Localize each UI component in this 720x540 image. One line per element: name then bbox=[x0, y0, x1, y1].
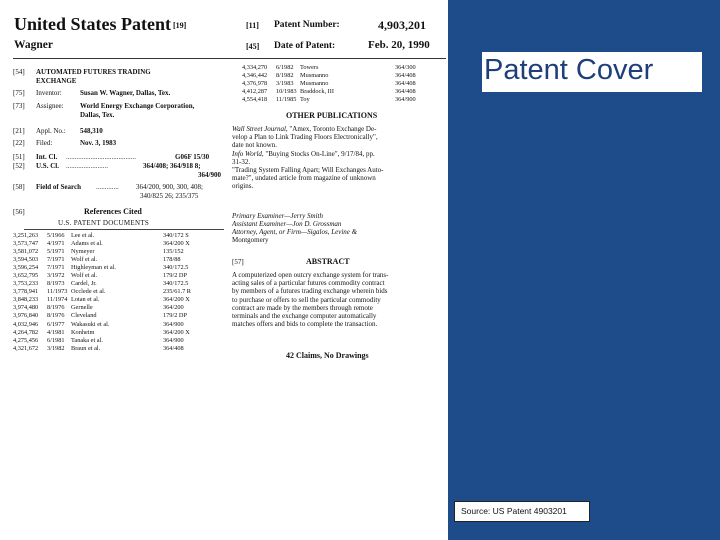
reference-date: 11/1973 bbox=[47, 288, 68, 296]
intcl-label: Int. Cl. bbox=[36, 153, 58, 161]
reference-number: 3,848,233 bbox=[13, 296, 39, 304]
patent-reference-row bbox=[13, 272, 191, 280]
reference-name: Nymeyer bbox=[71, 248, 95, 256]
reference-name: Toy bbox=[300, 96, 310, 104]
reference-date: 11/1974 bbox=[47, 296, 68, 304]
search-leader: ............. bbox=[96, 183, 119, 191]
reference-date: 4/1971 bbox=[47, 240, 65, 248]
patent-reference-row bbox=[13, 321, 191, 329]
abstract-text bbox=[232, 271, 388, 328]
reference-date: 10/1983 bbox=[276, 88, 297, 96]
reference-name: Wolf et al. bbox=[71, 256, 98, 264]
assignee-code: [73] bbox=[13, 102, 25, 110]
reference-name: Musmanno bbox=[300, 72, 329, 80]
reference-number: 4,376,978 bbox=[242, 80, 268, 88]
reference-name: Towers bbox=[300, 64, 319, 71]
abstract-line: A computerized open outcry exchange system for trans- bbox=[232, 271, 389, 279]
publication-line: mate?", undated article from magazine of unknown bbox=[232, 174, 376, 183]
patent-reference-row bbox=[13, 337, 191, 345]
us-patent-documents-table bbox=[13, 232, 191, 353]
reference-number: 3,573,747 bbox=[13, 240, 39, 248]
abstract-line: contract are made by the members through remote bbox=[232, 303, 373, 312]
reference-date: 3/1983 bbox=[276, 80, 294, 88]
patent-reference-row bbox=[13, 312, 191, 320]
reference-name: Highleyman et al. bbox=[71, 264, 116, 272]
patent-number-value: 4,903,201 bbox=[378, 18, 426, 32]
reference-name: Tanaka et al. bbox=[71, 336, 103, 344]
other-publications-text bbox=[232, 125, 384, 191]
patent-reference-row bbox=[242, 88, 416, 96]
header-divider bbox=[13, 58, 446, 59]
search-label: Field of Search bbox=[36, 183, 81, 191]
refs-label: References Cited bbox=[84, 207, 142, 216]
reference-number: 4,412,287 bbox=[242, 88, 268, 96]
abstract-label: ABSTRACT bbox=[306, 257, 350, 266]
reference-name: Cleveland bbox=[71, 312, 97, 320]
reference-number: 4,334,270 bbox=[242, 64, 268, 71]
us-docs-rule bbox=[24, 229, 224, 230]
refs-code: [56] bbox=[13, 208, 25, 216]
abstract-line: by members of a futures trading exchange wherein bids bbox=[232, 287, 388, 296]
search-code: [58] bbox=[13, 183, 25, 191]
patent-reference-row bbox=[13, 264, 191, 272]
filed-label: Filed: bbox=[36, 139, 53, 147]
slide-title: Patent Cover bbox=[482, 52, 702, 92]
search-line2: 340/825 26; 235/375 bbox=[140, 192, 199, 200]
reference-class: 364/200 X bbox=[163, 328, 190, 336]
patent-reference-row bbox=[242, 80, 416, 88]
patent-date-label: Date of Patent: bbox=[274, 41, 336, 51]
reference-date: 6/1981 bbox=[47, 336, 65, 344]
filed-code: [22] bbox=[13, 139, 25, 147]
us-docs-label: U.S. PATENT DOCUMENTS bbox=[58, 219, 150, 227]
reference-number: 3,974,480 bbox=[13, 304, 39, 312]
reference-number: 3,778,941 bbox=[13, 288, 39, 296]
uscl-leader: ........................ bbox=[66, 162, 108, 170]
reference-date: 3/1972 bbox=[47, 272, 65, 280]
reference-class: 178/88 bbox=[163, 256, 181, 264]
reference-number: 4,321,672 bbox=[13, 344, 39, 352]
attorney-line2: Montgomery bbox=[232, 236, 269, 244]
reference-date: 11/1985 bbox=[276, 96, 297, 104]
reference-class: 364/200 X bbox=[163, 240, 190, 248]
intcl-value: G06F 15/30 bbox=[175, 153, 210, 161]
reference-name: Adams et al. bbox=[71, 240, 103, 248]
reference-number: 3,594,503 bbox=[13, 256, 39, 264]
intcl-code: [51] bbox=[13, 153, 25, 161]
reference-number: 4,264,782 bbox=[13, 328, 39, 336]
reference-name: Konheim bbox=[71, 328, 95, 336]
reference-class: 340/172.5 bbox=[163, 264, 189, 272]
patent-number-label: Patent Number: bbox=[274, 20, 340, 30]
reference-class: 364/900 bbox=[163, 320, 184, 328]
abstract-line: matches offers and bids to complete the transaction. bbox=[232, 320, 378, 329]
publication-line: "Trading System Falling Apart; Will Exchanges Auto- bbox=[232, 166, 384, 175]
appl-value: 548,310 bbox=[80, 127, 103, 135]
patent-reference-row bbox=[13, 248, 191, 256]
reference-number: 4,346,442 bbox=[242, 72, 268, 80]
inventor-value: Susan W. Wagner, Dallas, Tex. bbox=[80, 89, 171, 97]
reference-date: 6/1977 bbox=[47, 320, 65, 328]
abstract-code: [57] bbox=[232, 258, 244, 266]
title-code: [54] bbox=[13, 68, 25, 76]
intcl-leader: ........................................ bbox=[66, 153, 136, 161]
abstract-line: terminals and the exchange computer automatically bbox=[232, 312, 377, 321]
uscl-line1: 364/408; 364/918 8; bbox=[143, 162, 201, 170]
reference-name: Gernelle bbox=[71, 304, 93, 312]
reference-name: Lotan et al. bbox=[71, 296, 100, 304]
reference-number: 3,652,795 bbox=[13, 272, 39, 280]
assignee-line1: World Energy Exchange Corporation, bbox=[80, 102, 195, 110]
reference-class: 364/200 bbox=[163, 304, 184, 312]
patent-date-value: Feb. 20, 1990 bbox=[368, 39, 430, 51]
reference-number: 3,976,840 bbox=[13, 312, 39, 320]
patent-header-title: United States Patent bbox=[14, 14, 171, 34]
patent-reference-row bbox=[13, 240, 191, 248]
uscl-line2: 364/900 bbox=[198, 171, 221, 179]
reference-number: 3,753,233 bbox=[13, 280, 39, 288]
source-caption: Source: US Patent 4903201 bbox=[454, 501, 590, 522]
publication-line: origins. bbox=[232, 182, 254, 191]
reference-class: 235/61.7 R bbox=[163, 288, 191, 296]
search-line1: 364/200, 900, 300, 408; bbox=[136, 183, 203, 191]
reference-class: 364/408 bbox=[163, 344, 184, 352]
reference-number: 4,275,456 bbox=[13, 336, 39, 344]
reference-class: 340/172 S bbox=[163, 232, 189, 239]
reference-number: 3,596,254 bbox=[13, 264, 39, 272]
patent-inventor-surname: Wagner bbox=[14, 39, 53, 51]
assistant-examiner: Assistant Examiner—Jon D. Grossman bbox=[232, 220, 342, 228]
reference-name: Occlede et al. bbox=[71, 288, 106, 296]
reference-name: Braun et al. bbox=[71, 344, 101, 352]
abstract-line: to purchase or offers to sell the particular commodity bbox=[232, 295, 381, 304]
reference-class: 364/200 X bbox=[163, 296, 190, 304]
reference-class: 179/2 DP bbox=[163, 272, 187, 280]
assignee-line2: Dallas, Tex. bbox=[80, 111, 115, 119]
reference-date: 3/1982 bbox=[47, 344, 65, 352]
reference-number: 4,032,946 bbox=[13, 320, 39, 328]
patent-reference-row bbox=[13, 329, 191, 337]
publication-line: Info World, "Buying Stocks On-Line", 9/17/84, pp. bbox=[232, 149, 375, 158]
reference-date: 8/1976 bbox=[47, 304, 65, 312]
patent-reference-row bbox=[13, 256, 191, 264]
reference-class: 364/408 bbox=[395, 80, 416, 88]
reference-date: 7/1971 bbox=[47, 264, 65, 272]
other-publications-label: OTHER PUBLICATIONS bbox=[286, 111, 378, 120]
reference-date: 7/1971 bbox=[47, 256, 65, 264]
patent-reference-row bbox=[13, 296, 191, 304]
reference-class: 364/408 bbox=[395, 88, 416, 96]
uscl-label: U.S. Cl. bbox=[36, 162, 59, 170]
patent-title-code: [19] bbox=[173, 21, 187, 30]
patent-reference-row bbox=[13, 304, 191, 312]
uscl-code: [52] bbox=[13, 162, 25, 170]
patent-number-code: [11] bbox=[246, 21, 259, 30]
invention-title-line1: AUTOMATED FUTURES TRADING bbox=[36, 68, 151, 76]
invention-title-line2: EXCHANGE bbox=[36, 77, 77, 85]
publication-line: velop a Plan to Link Trading Floors Electronically", bbox=[232, 133, 378, 142]
reference-date: 8/1973 bbox=[47, 280, 65, 288]
appl-code: [21] bbox=[13, 127, 25, 135]
reference-number: 3,251,263 bbox=[13, 232, 39, 239]
patent-reference-row bbox=[13, 288, 191, 296]
patent-reference-row bbox=[13, 232, 191, 240]
reference-date: 5/1966 bbox=[47, 232, 65, 239]
reference-class: 364/408 bbox=[395, 72, 416, 80]
reference-date: 8/1982 bbox=[276, 72, 294, 80]
appl-label: Appl. No.: bbox=[36, 127, 66, 135]
reference-name: Cardel, Jr. bbox=[71, 280, 97, 288]
reference-date: 4/1981 bbox=[47, 328, 65, 336]
claims-count: 42 Claims, No Drawings bbox=[286, 351, 369, 360]
reference-class: 179/2 DP bbox=[163, 312, 187, 320]
reference-name: Braddock, III bbox=[300, 88, 334, 96]
patent-date-code: [45] bbox=[246, 42, 260, 51]
reference-class: 135/152 bbox=[163, 248, 184, 256]
reference-class: 340/172.5 bbox=[163, 280, 189, 288]
patent-cover-document bbox=[10, 8, 446, 373]
patent-reference-row bbox=[13, 345, 191, 353]
assignee-label: Assignee: bbox=[36, 102, 64, 110]
reference-name: Musmanno bbox=[300, 80, 329, 88]
publication-line: date not known. bbox=[232, 141, 277, 150]
publication-line: Wall Street Journal, "Amex, Toronto Exchange De- bbox=[232, 125, 377, 133]
patent-reference-row bbox=[242, 64, 416, 72]
patent-reference-row bbox=[242, 72, 416, 80]
patent-reference-row bbox=[242, 96, 416, 104]
filed-value: Nov. 3, 1983 bbox=[80, 139, 117, 147]
reference-date: 8/1976 bbox=[47, 312, 65, 320]
inventor-code: [75] bbox=[13, 89, 25, 97]
inventor-label: Inventor: bbox=[36, 89, 62, 97]
right-patent-documents-table bbox=[242, 64, 416, 104]
reference-name: Wolf et al. bbox=[71, 272, 98, 280]
reference-date: 6/1982 bbox=[276, 64, 294, 71]
reference-class: 364/900 bbox=[395, 96, 416, 104]
abstract-line: acting sales of a particular futures commodity contract bbox=[232, 279, 385, 288]
primary-examiner: Primary Examiner—Jerry Smith bbox=[232, 212, 323, 220]
reference-date: 5/1971 bbox=[47, 248, 65, 256]
reference-number: 4,554,418 bbox=[242, 96, 268, 104]
reference-class: 364/900 bbox=[163, 336, 184, 344]
reference-name: Wakasuki et al. bbox=[71, 320, 110, 328]
publication-line: 31-32. bbox=[232, 157, 251, 166]
patent-reference-row bbox=[13, 280, 191, 288]
reference-name: Lee et al. bbox=[71, 232, 95, 239]
reference-class: 364/300 bbox=[395, 64, 416, 71]
reference-number: 3,581,072 bbox=[13, 248, 39, 256]
attorney-line1: Attorney, Agent, or Firm—Sigalos, Levine & bbox=[232, 228, 358, 236]
